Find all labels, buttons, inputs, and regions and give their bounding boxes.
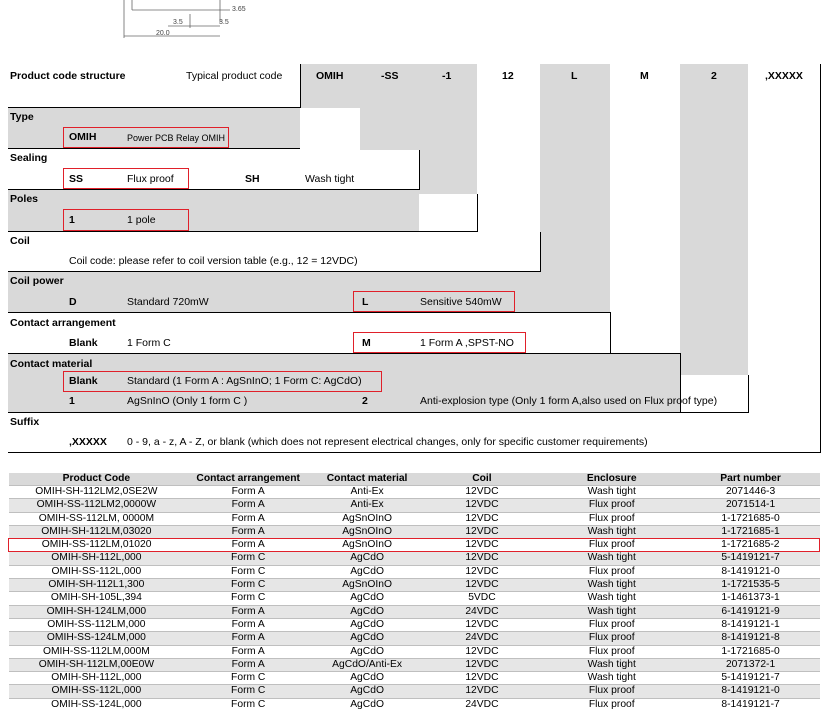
coil-power-desc: Standard 720mW bbox=[127, 296, 209, 308]
poles-desc: 1 pole bbox=[127, 214, 156, 226]
material-code: Blank bbox=[69, 375, 98, 387]
section-title-suffix: Suffix bbox=[10, 416, 40, 428]
table-cell: Wash tight bbox=[542, 525, 682, 538]
table-cell: 8-1419121-8 bbox=[682, 632, 820, 645]
table-cell: 12VDC bbox=[422, 672, 542, 685]
section-title-sealing: Sealing bbox=[10, 152, 48, 164]
table-cell: OMIH-SS-112LM2,0000W bbox=[9, 499, 185, 512]
table-cell: Form A bbox=[184, 486, 312, 499]
table-cell: OMIH-SH-105L,394 bbox=[9, 592, 185, 605]
type-desc: Power PCB Relay OMIH bbox=[127, 133, 226, 143]
table-cell: 12VDC bbox=[422, 552, 542, 565]
table-cell: Flux proof bbox=[542, 539, 682, 552]
table-cell: 6-1419121-9 bbox=[682, 605, 820, 618]
table-cell: 2071514-1 bbox=[682, 499, 820, 512]
table-cell: Wash tight bbox=[542, 552, 682, 565]
table-cell: 12VDC bbox=[422, 486, 542, 499]
material-code: 2 bbox=[362, 395, 368, 407]
section-title-coil-power: Coil power bbox=[10, 275, 64, 287]
table-cell: OMIH-SS-112L,000 bbox=[9, 685, 185, 698]
table-cell: OMIH-SH-112LM2,0SE2W bbox=[9, 486, 185, 499]
dimension-drawing bbox=[120, 0, 270, 42]
table-cell: Form A bbox=[184, 618, 312, 631]
table-cell: Form C bbox=[184, 698, 312, 711]
table-row bbox=[9, 672, 820, 685]
table-cell: Flux proof bbox=[542, 645, 682, 658]
table-cell: 24VDC bbox=[422, 605, 542, 618]
table-cell: 1-1721685-0 bbox=[682, 512, 820, 525]
table-cell: AgCdO bbox=[312, 672, 422, 685]
table-cell: AgCdO bbox=[312, 685, 422, 698]
table-cell: Flux proof bbox=[542, 512, 682, 525]
table-cell: Form C bbox=[184, 672, 312, 685]
table-cell: OMIH-SH-112LM,00E0W bbox=[9, 658, 185, 671]
table-cell: 5-1419121-7 bbox=[682, 552, 820, 565]
table-cell: 1-1721685-1 bbox=[682, 525, 820, 538]
table-cell: 12VDC bbox=[422, 645, 542, 658]
table-cell: AgCdO bbox=[312, 605, 422, 618]
material-code: 1 bbox=[69, 395, 75, 407]
typical-code-label: Typical product code bbox=[186, 70, 283, 82]
highlight-box bbox=[353, 332, 526, 353]
table-cell: Flux proof bbox=[542, 632, 682, 645]
table-cell: Flux proof bbox=[542, 565, 682, 578]
table-cell: Form C bbox=[184, 565, 312, 578]
dim-label: 3.65 bbox=[232, 6, 246, 13]
table-cell: AgSnOInO bbox=[312, 525, 422, 538]
table-row bbox=[9, 632, 820, 645]
table-cell: Form C bbox=[184, 592, 312, 605]
table-cell: Form A bbox=[184, 645, 312, 658]
arrangement-desc: 1 Form C bbox=[127, 337, 171, 349]
code-col-1 bbox=[419, 64, 477, 194]
code-part: -1 bbox=[442, 70, 452, 82]
code-part: ,XXXXX bbox=[765, 70, 803, 82]
column-header: Coil bbox=[422, 473, 542, 486]
table-cell: OMIH-SH-112L,000 bbox=[9, 672, 185, 685]
column-header: Enclosure bbox=[542, 473, 682, 486]
table-cell: 12VDC bbox=[422, 579, 542, 592]
table-row bbox=[9, 605, 820, 618]
sealing-desc: Flux proof bbox=[127, 173, 174, 185]
arrangement-desc: 1 Form A ,SPST-NO bbox=[420, 337, 514, 349]
table-row bbox=[9, 512, 820, 525]
code-part: -SS bbox=[381, 70, 399, 82]
poles-code: 1 bbox=[69, 214, 75, 226]
table-cell: AgCdO bbox=[312, 592, 422, 605]
material-desc: AgSnInO (Only 1 form C ) bbox=[127, 395, 248, 407]
table-cell: Form C bbox=[184, 579, 312, 592]
table-cell: 12VDC bbox=[422, 525, 542, 538]
section-title-type: Type bbox=[10, 111, 34, 123]
table-cell: Wash tight bbox=[542, 672, 682, 685]
coil-power-code: D bbox=[69, 296, 77, 308]
table-cell: OMIH-SH-124LM,000 bbox=[9, 605, 185, 618]
table-cell: Form A bbox=[184, 605, 312, 618]
arrangement-code: M bbox=[362, 337, 371, 349]
table-cell: Anti-Ex bbox=[312, 499, 422, 512]
dim-label: 3.5 bbox=[173, 19, 183, 26]
coil-desc: Coil code: please refer to coil version table (e.g., 12 = 12VDC) bbox=[69, 255, 358, 267]
sealing-code: SS bbox=[69, 173, 84, 185]
table-cell: Flux proof bbox=[542, 499, 682, 512]
part-number-table bbox=[8, 473, 820, 711]
highlight-box bbox=[63, 127, 229, 148]
type-code: OMIH bbox=[69, 131, 97, 143]
table-cell: Form A bbox=[184, 658, 312, 671]
table-cell: Wash tight bbox=[542, 658, 682, 671]
coil-power-desc: Sensitive 540mW bbox=[420, 296, 502, 308]
table-row bbox=[9, 685, 820, 698]
table-row bbox=[9, 539, 820, 552]
dim-label: 20.0 bbox=[156, 30, 170, 37]
table-cell: 5VDC bbox=[422, 592, 542, 605]
table-row bbox=[9, 658, 820, 671]
section-title-contact-arrangement: Contact arrangement bbox=[10, 317, 116, 329]
table-cell: OMIH-SH-112L1,300 bbox=[9, 579, 185, 592]
table-cell: AgCdO bbox=[312, 632, 422, 645]
table-cell: Anti-Ex bbox=[312, 486, 422, 499]
table-row bbox=[9, 525, 820, 538]
table-cell: AgCdO/Anti-Ex bbox=[312, 658, 422, 671]
table-cell: AgCdO bbox=[312, 552, 422, 565]
material-desc: Standard (1 Form A : AgSnInO; 1 Form C: AgCdO) bbox=[127, 375, 362, 387]
table-row bbox=[9, 698, 820, 711]
table-row bbox=[9, 552, 820, 565]
table-cell: AgCdO bbox=[312, 618, 422, 631]
table-header-row bbox=[9, 473, 820, 486]
table-cell: AgSnOInO bbox=[312, 539, 422, 552]
table-cell: AgCdO bbox=[312, 565, 422, 578]
highlight-box bbox=[63, 168, 189, 189]
table-cell: Flux proof bbox=[542, 698, 682, 711]
coil-power-code: L bbox=[362, 296, 369, 308]
table-cell: Flux proof bbox=[542, 685, 682, 698]
section-title-coil: Coil bbox=[10, 235, 30, 247]
table-cell: 8-1419121-7 bbox=[682, 698, 820, 711]
code-col-l bbox=[540, 64, 610, 312]
table-row bbox=[9, 618, 820, 631]
table-cell: Form A bbox=[184, 539, 312, 552]
arrangement-code: Blank bbox=[69, 337, 98, 349]
table-cell: AgCdO bbox=[312, 645, 422, 658]
highlight-box bbox=[63, 371, 382, 392]
table-cell: OMIH-SS-112LM, 0000M bbox=[9, 512, 185, 525]
table-cell: 2071446-3 bbox=[682, 486, 820, 499]
table-cell: 8-1419121-0 bbox=[682, 685, 820, 698]
column-header: Product Code bbox=[9, 473, 185, 486]
code-col-2 bbox=[680, 64, 748, 375]
table-cell: OMIH-SS-124LM,000 bbox=[9, 632, 185, 645]
table-cell: Form A bbox=[184, 499, 312, 512]
table-cell: OMIH-SS-124L,000 bbox=[9, 698, 185, 711]
suffix-desc: 0 - 9, a - z, A - Z, or blank (which does not represent electrical changes, only for specific customer requirements) bbox=[127, 436, 648, 448]
table-cell: 12VDC bbox=[422, 499, 542, 512]
column-header: Contact material bbox=[312, 473, 422, 486]
code-part: L bbox=[571, 70, 578, 82]
table-cell: 2071372-1 bbox=[682, 658, 820, 671]
sealing-desc: Wash tight bbox=[305, 173, 355, 185]
table-cell: 12VDC bbox=[422, 539, 542, 552]
table-cell: Wash tight bbox=[542, 486, 682, 499]
dim-label: 3.5 bbox=[219, 19, 229, 26]
table-cell: Form C bbox=[184, 685, 312, 698]
table-cell: 24VDC bbox=[422, 698, 542, 711]
table-cell: AgSnOInO bbox=[312, 579, 422, 592]
table-row bbox=[9, 592, 820, 605]
code-part: 2 bbox=[711, 70, 717, 82]
table-cell: Wash tight bbox=[542, 592, 682, 605]
section-title-poles: Poles bbox=[10, 193, 39, 205]
table-cell: OMIH-SS-112L,000 bbox=[9, 565, 185, 578]
section-title-contact-material: Contact material bbox=[10, 358, 93, 370]
code-part: OMIH bbox=[316, 70, 344, 82]
table-cell: Flux proof bbox=[542, 618, 682, 631]
table-cell: 1-1461373-1 bbox=[682, 592, 820, 605]
table-cell: 8-1419121-1 bbox=[682, 618, 820, 631]
highlight-box bbox=[63, 209, 189, 231]
material-desc: Anti-explosion type (Only 1 form A,also used on Flux proof type) bbox=[420, 395, 718, 407]
table-cell: Form A bbox=[184, 525, 312, 538]
table-cell: 8-1419121-0 bbox=[682, 565, 820, 578]
table-cell: OMIH-SH-112L,000 bbox=[9, 552, 185, 565]
structure-title: Product code structure bbox=[10, 70, 126, 82]
table-row bbox=[9, 486, 820, 499]
table-row bbox=[9, 645, 820, 658]
sealing-code: SH bbox=[245, 173, 260, 185]
column-header: Part number bbox=[682, 473, 820, 486]
table-cell: OMIH-SS-112LM,01020 bbox=[9, 539, 185, 552]
column-header: Contact arrangement bbox=[184, 473, 312, 486]
table-cell: 1-1721535-5 bbox=[682, 579, 820, 592]
code-part: 12 bbox=[502, 70, 514, 82]
suffix-code: ,XXXXX bbox=[69, 436, 107, 448]
table-cell: 1-1721685-2 bbox=[682, 539, 820, 552]
table-cell: 12VDC bbox=[422, 512, 542, 525]
table-row bbox=[9, 579, 820, 592]
table-cell: Wash tight bbox=[542, 605, 682, 618]
table-row bbox=[9, 565, 820, 578]
code-part: M bbox=[640, 70, 649, 82]
table-row bbox=[9, 499, 820, 512]
table-cell: Form A bbox=[184, 512, 312, 525]
table-cell: OMIH-SH-112LM,03020 bbox=[9, 525, 185, 538]
table-cell: AgCdO bbox=[312, 698, 422, 711]
table-cell: 24VDC bbox=[422, 632, 542, 645]
table-cell: 5-1419121-7 bbox=[682, 672, 820, 685]
table-cell: 12VDC bbox=[422, 618, 542, 631]
table-cell: 1-1721685-0 bbox=[682, 645, 820, 658]
table-cell: 12VDC bbox=[422, 658, 542, 671]
table-cell: Wash tight bbox=[542, 579, 682, 592]
table-cell: OMIH-SS-112LM,000M bbox=[9, 645, 185, 658]
table-cell: Form A bbox=[184, 632, 312, 645]
table-cell: Form C bbox=[184, 552, 312, 565]
table-cell: OMIH-SS-112LM,000 bbox=[9, 618, 185, 631]
table-cell: AgSnOInO bbox=[312, 512, 422, 525]
highlight-box bbox=[353, 291, 515, 312]
table-cell: 12VDC bbox=[422, 685, 542, 698]
table-cell: 12VDC bbox=[422, 565, 542, 578]
